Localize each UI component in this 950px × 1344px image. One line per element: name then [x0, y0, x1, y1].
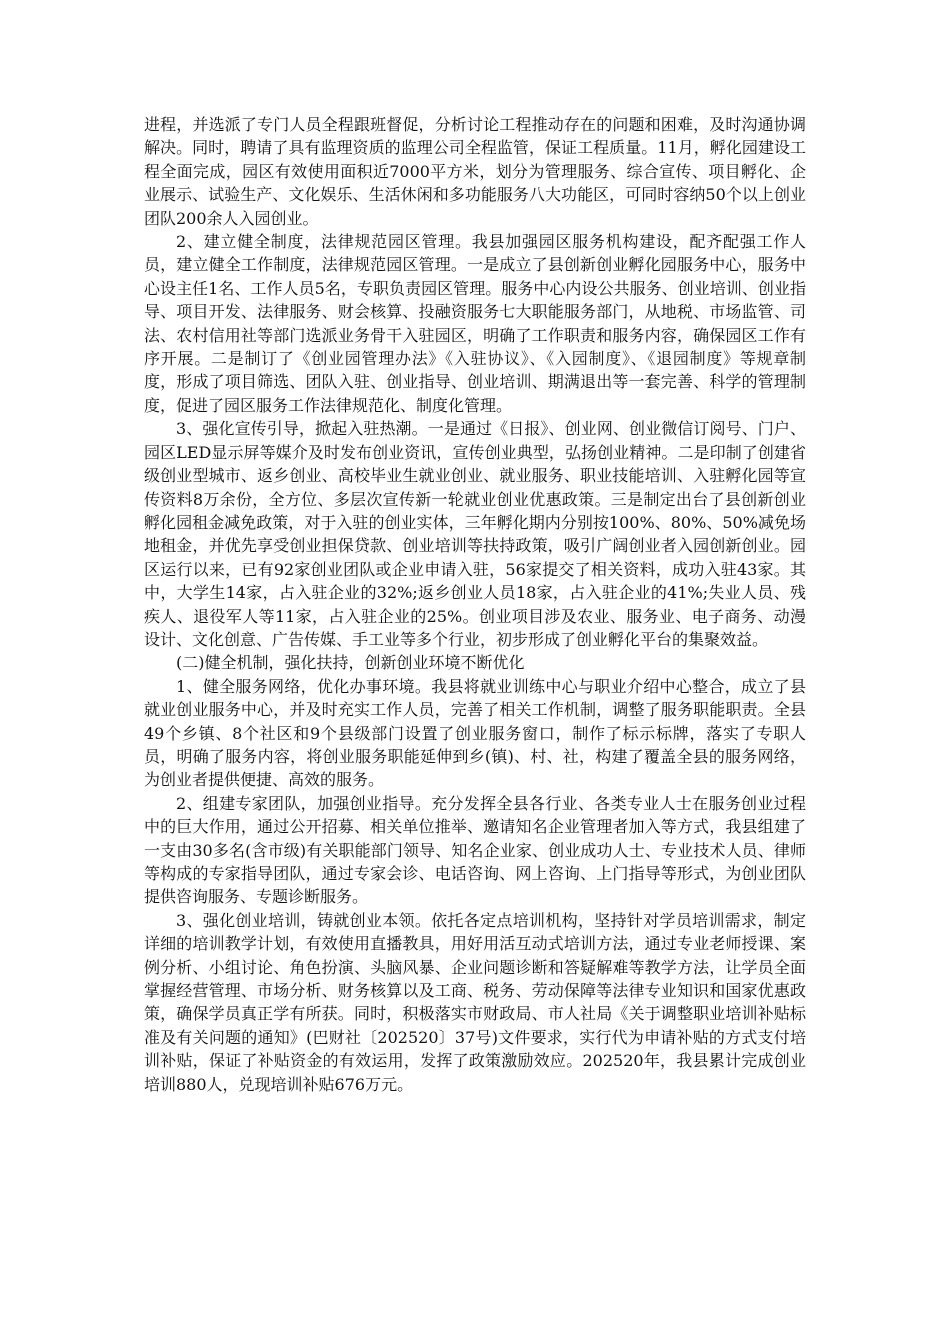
section-heading: (二)健全机制，强化扶持，创新创业环境不断优化 [176, 653, 525, 673]
paragraph-1: 进程，并选派了专门人员全程跟班督促，分析讨论工程推动存在的问题和困难，及时沟通协调解决。同时，聘请了具有监理资质的监理公司全程监管，保证工程质量。11月，孵化园建设工程全面完成，园区有效使用面积近7000平方米，划分为管理服务、综合宣传、项目孵化、企业展示、试验生产、文化娱乐、生活休闲和多功能服务八大功能区，可同时容纳50个以上创业团队200余人入园创业。 [144, 115, 806, 228]
paragraph-4: 1、健全服务网络，优化办事环境。我县将就业训练中心与职业介绍中心整合，成立了县就业创业服务中心，并及时充实工作人员，完善了相关工作机制，调整了服务职能职责。全县49个乡镇、8个社区和9个县级部门设置了创业服务窗口，制作了标示标牌，落实了专职人员，明确了服务内容，将创业服务职能延伸到乡(镇)、村、社，构建了覆盖全县的服务网络，为创业者提供便捷、高效的服务。 [144, 676, 806, 790]
paragraph-3: 3、强化宣传引导，掀起入驻热潮。一是通过《日报》、创业网、创业微信订阅号、门户、园区LED显示屏等媒介及时发布创业资讯，宣传创业典型，弘扬创业精神。二是印制了创建省级创业型城市、返乡创业、高校毕业生就业创业、就业服务、职业技能培训、入驻孵化园等宣传资料8万余份，全方位、多层次宣传新一轮就业创业优惠政策。三是制定出台了县创新创业孵化园租金减免政策，对于入驻的创业实体，三年孵化期内分别按100%、80%、50%减免场地租金，并优先享受创业担保贷款、创业培训等扶持政策，吸引广阔创业者入园创新创业。园区运行以来，已有92家创业团队或企业申请入驻，56家提交了相关资料，成功入驻43家。其中，大学生14家，占入驻企业的32%;返乡创业人员18家，占入驻企业的41%;失业人员、残疾人、退役军人等11家，占入驻企业的25%。创业项目涉及农业、服务业、电子商务、动漫设计、文化创意、广告传媒、手工业等多个行业，初步形成了创业孵化平台的集聚效益。 [144, 419, 806, 649]
paragraph-5: 2、组建专家团队，加强创业指导。充分发挥全县各行业、各类专业人士在服务创业过程中的巨大作用，通过公开招募、相关单位推举、邀请知名企业管理者加入等方式，我县组建了一支由30多名(含市级)有关职能部门领导、知名企业家、创业成功人士、专业技术人员、律师等构成的专家指导团队，通过专家会诊、电话咨询、网上咨询、上门指导等形式，为创业团队提供咨询服务、专题诊断服务。 [144, 793, 806, 907]
document-body [144, 113, 806, 1096]
paragraph-2: 2、建立健全制度，法律规范园区管理。我县加强园区服务机构建设，配齐配强工作人员，建立健全工作制度，法律规范园区管理。一是成立了县创新创业孵化园服务中心，服务中心设主任1名、工作人员5名，专职负责园区管理。服务中心内设公共服务、创业培训、创业指导、项目开发、法律服务、财会核算、投融资服务七大职能服务部门，从地税、市场监管、司法、农村信用社等部门选派业务骨干入驻园区，明确了工作职责和服务内容，确保园区工作有序开展。二是制订了《创业园管理办法》《入驻协议》、《入园制度》、《退园制度》等规章制度，形成了项目筛选、团队入驻、创业指导、创业培训、期满退出等一套完善、科学的管理制度，促进了园区服务工作法律规范化、制度化管理。 [144, 232, 806, 415]
paragraph-6: 3、强化创业培训，铸就创业本领。依托各定点培训机构，坚持针对学员培训需求，制定详细的培训教学计划，有效使用直播教具，用好用活互动式培训方法，通过专业老师授课、案例分析、小组讨论、角色扮演、头脑风暴、企业问题诊断和答疑解难等教学方法，让学员全面掌握经营管理、市场分析、财务核算以及工商、税务、劳动保障等法律专业知识和国家优惠政策，确保学员真正学有所获。同时，积极落实市财政局、市人社局《关于调整职业培训补贴标准及有关问题的通知》(巴财社〔202520〕37号)文件要求，实行代为申请补贴的方式支付培训补贴，保证了补贴资金的有效运用，发挥了政策激励效应。202520年，我县累计完成创业培训880人，兑现培训补贴676万元。 [144, 910, 806, 1094]
